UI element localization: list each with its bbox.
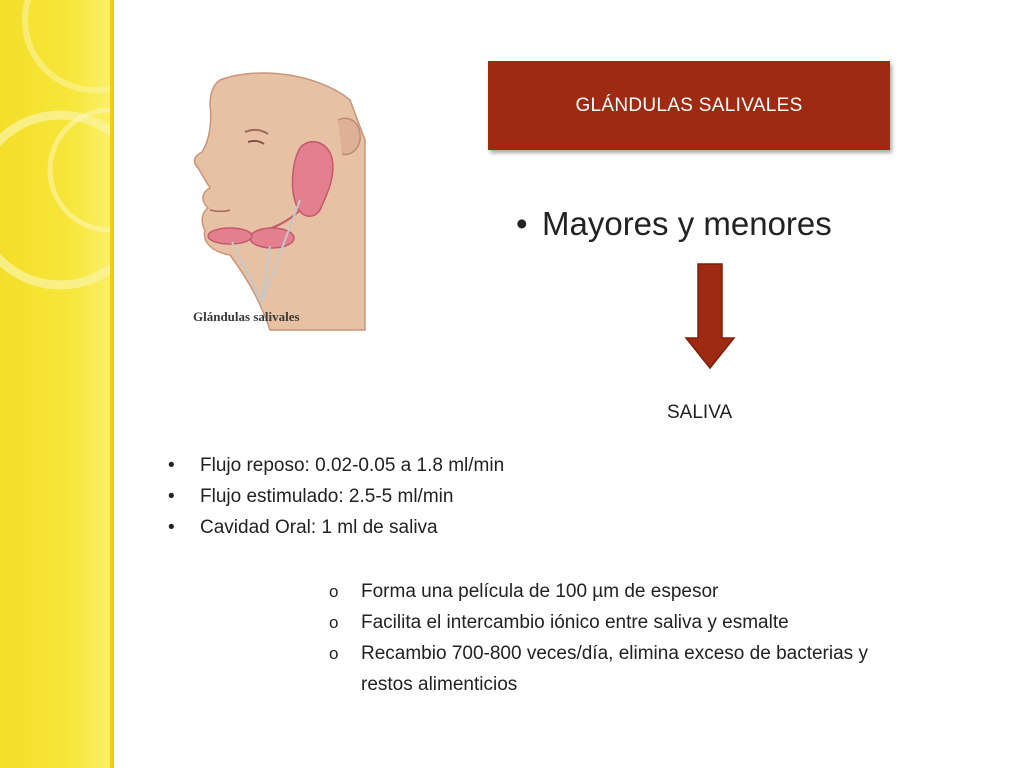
side-decoration-band: [0, 0, 114, 768]
illustration-caption: Glándulas salivales: [193, 309, 300, 324]
sublingual-gland: [208, 228, 252, 244]
head-profile-shape: [195, 73, 365, 330]
side-band-edge: [110, 0, 114, 768]
title-box: [488, 61, 890, 150]
list-item-text: Flujo reposo: 0.02-0.05 a 1.8 ml/min: [200, 455, 505, 476]
list-item-text: Forma una película de 100 µm de espesor: [361, 581, 719, 602]
bullet-circle: o: [329, 613, 339, 632]
flow-bullet-list: [168, 450, 504, 543]
bullet-circle: o: [329, 644, 339, 663]
bullet-dot: •: [168, 517, 175, 538]
headline-text: Mayores y menores: [542, 205, 832, 242]
bullet-dot: •: [168, 455, 175, 476]
bullet-dot: •: [168, 486, 175, 507]
list-item: [168, 512, 504, 543]
slide-title: GLÁNDULAS SALIVALES: [575, 94, 803, 116]
list-item-text: Cavidad Oral: 1 ml de saliva: [200, 517, 438, 538]
headline: [516, 205, 832, 243]
headline-bullet: •: [516, 205, 528, 242]
bullet-circle: o: [329, 582, 339, 601]
effect-bullet-list: [329, 576, 899, 700]
list-item-text: Facilita el intercambio iónico entre saliva y esmalte: [361, 612, 789, 633]
list-item: [168, 450, 504, 481]
salivary-glands-illustration: [150, 70, 390, 340]
saliva-label: SALIVA: [667, 402, 733, 423]
decorative-rings: [0, 0, 114, 768]
list-item-text: Recambio 700-800 veces/día, elimina exceso de bacterias y restos alimenticios: [361, 643, 868, 695]
list-item: [329, 607, 899, 638]
down-arrow-icon: [684, 262, 736, 372]
list-item-text: Flujo estimulado: 2.5-5 ml/min: [200, 486, 454, 507]
list-item: [168, 481, 504, 512]
list-item: [329, 638, 899, 700]
list-item: [329, 576, 899, 607]
